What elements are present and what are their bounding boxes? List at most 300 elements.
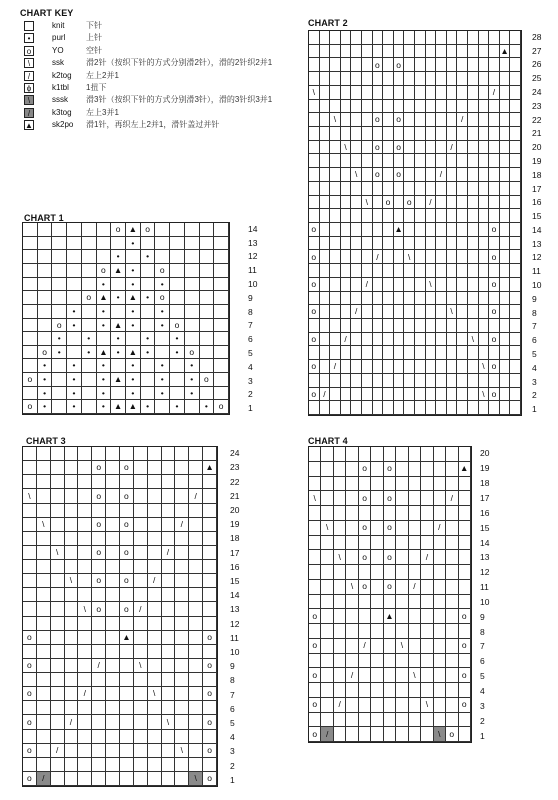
chart-4-title: CHART 4 xyxy=(308,436,348,446)
chart-cell: o xyxy=(92,574,106,588)
chart-cell xyxy=(65,489,79,503)
chart-cell xyxy=(330,319,341,333)
chart-cell xyxy=(320,196,331,210)
chart-cell xyxy=(51,574,65,588)
chart-cell xyxy=(447,113,458,127)
chart-cell xyxy=(155,332,170,346)
chart-cell xyxy=(404,374,415,388)
chart-cell xyxy=(330,346,341,360)
chart-4-grid xyxy=(308,446,472,743)
chart-cell xyxy=(500,237,511,251)
row-number: 8 xyxy=(230,675,235,686)
chart-cell: o xyxy=(459,668,471,683)
chart-cell xyxy=(447,374,458,388)
chart-cell xyxy=(23,359,38,373)
chart-cell xyxy=(426,305,437,319)
chart-cell xyxy=(189,546,203,560)
row-number: 10 xyxy=(248,279,258,290)
row-number: 21 xyxy=(532,128,542,139)
chart-cell xyxy=(371,580,383,595)
chart-cell xyxy=(436,141,447,155)
chart-cell: o xyxy=(359,462,371,477)
row-number: 16 xyxy=(532,197,542,208)
chart-cell xyxy=(359,713,371,728)
row-number: 2 xyxy=(532,390,537,401)
chart-cell xyxy=(214,332,229,346)
chart-cell xyxy=(489,319,500,333)
chart-cell xyxy=(371,609,383,624)
chart-cell xyxy=(383,182,394,196)
chart-cell xyxy=(170,373,185,387)
chart-cell xyxy=(468,113,479,127)
chart-cell xyxy=(396,536,408,551)
chart-cell: o xyxy=(203,687,217,701)
chart-cell xyxy=(500,31,511,45)
chart-cell xyxy=(330,305,341,319)
chart-cell xyxy=(134,631,148,645)
chart-cell xyxy=(489,209,500,223)
chart-cell: o xyxy=(97,264,112,278)
chart-cell xyxy=(396,506,408,521)
chart-cell: o xyxy=(309,250,320,264)
chart-cell xyxy=(321,462,333,477)
chart-cell xyxy=(82,373,97,387)
row-number: 8 xyxy=(248,306,253,317)
chart-cell xyxy=(148,602,162,616)
chart-cell xyxy=(141,387,156,401)
chart-cell xyxy=(346,491,358,506)
chart-cell xyxy=(457,127,468,141)
chart-cell xyxy=(421,639,433,654)
chart-cell xyxy=(383,86,394,100)
chart-cell xyxy=(371,727,383,742)
chart-cell xyxy=(309,31,320,45)
chart-cell xyxy=(111,278,126,292)
chart-cell xyxy=(65,701,79,715)
chart-cell: o xyxy=(309,388,320,402)
chart-cell xyxy=(170,264,185,278)
chart-cell xyxy=(396,521,408,536)
chart-cell xyxy=(309,196,320,210)
chart-cell xyxy=(447,58,458,72)
chart-cell xyxy=(185,264,200,278)
chart-cell: / xyxy=(330,360,341,374)
chart-cell: • xyxy=(141,332,156,346)
chart-cell: \ xyxy=(447,305,458,319)
chart-cell xyxy=(106,730,120,744)
chart-cell: o xyxy=(384,462,396,477)
chart-cell xyxy=(479,154,490,168)
chart-cell: • xyxy=(200,400,215,414)
chart-cell xyxy=(468,374,479,388)
chart-cell xyxy=(92,617,106,631)
row-number: 28 xyxy=(532,31,542,42)
chart-cell xyxy=(468,182,479,196)
chart-cell xyxy=(155,223,170,237)
chart-cell: / xyxy=(373,250,384,264)
chart-cell xyxy=(383,45,394,59)
chart-cell xyxy=(321,654,333,669)
chart-cell xyxy=(436,333,447,347)
chart-cell xyxy=(52,373,67,387)
chart-cell xyxy=(468,401,479,415)
chart-cell xyxy=(404,388,415,402)
chart-cell xyxy=(175,475,189,489)
chart-cell xyxy=(510,58,521,72)
chart-cell xyxy=(371,536,383,551)
chart-cell xyxy=(309,536,321,551)
chart-cell xyxy=(362,250,373,264)
chart-cell xyxy=(383,388,394,402)
chart-cell xyxy=(396,654,408,669)
chart-cell xyxy=(78,730,92,744)
chart-cell xyxy=(436,182,447,196)
chart-cell xyxy=(415,305,426,319)
chart-cell xyxy=(457,209,468,223)
chart-cell xyxy=(320,305,331,319)
chart-cell xyxy=(52,291,67,305)
chart-cell: \ xyxy=(51,546,65,560)
chart-cell xyxy=(373,333,384,347)
chart-cell xyxy=(330,401,341,415)
chart-cell xyxy=(351,86,362,100)
chart-cell: \ xyxy=(321,521,333,536)
chart-cell xyxy=(383,223,394,237)
chart-cell: o xyxy=(359,521,371,536)
chart-cell xyxy=(489,154,500,168)
chart-cell xyxy=(510,141,521,155)
chart-cell xyxy=(500,100,511,114)
chart-cell xyxy=(330,72,341,86)
chart-cell xyxy=(436,278,447,292)
key-abbr: k1tbl xyxy=(52,82,69,92)
chart-cell xyxy=(148,588,162,602)
chart-cell xyxy=(162,645,176,659)
chart-cell xyxy=(106,744,120,758)
chart-cell xyxy=(78,461,92,475)
chart-cell xyxy=(78,631,92,645)
chart-cell xyxy=(185,319,200,333)
chart-cell xyxy=(134,546,148,560)
chart-cell xyxy=(371,668,383,683)
chart-cell xyxy=(457,223,468,237)
chart-cell xyxy=(394,196,405,210)
chart-cell: o xyxy=(155,264,170,278)
chart-cell xyxy=(341,72,352,86)
chart-cell xyxy=(479,58,490,72)
chart-cell xyxy=(341,127,352,141)
chart-cell: o xyxy=(120,546,134,560)
chart-cell xyxy=(404,113,415,127)
chart-cell xyxy=(371,521,383,536)
chart-cell xyxy=(155,346,170,360)
chart-cell xyxy=(38,332,53,346)
chart-cell xyxy=(383,374,394,388)
chart-cell xyxy=(148,744,162,758)
row-number: 2 xyxy=(248,389,253,400)
chart-cell xyxy=(189,687,203,701)
chart-cell xyxy=(415,141,426,155)
chart-cell xyxy=(396,727,408,742)
chart-cell xyxy=(334,639,346,654)
chart-cell: o xyxy=(203,715,217,729)
chart-cell xyxy=(106,772,120,786)
chart-cell xyxy=(320,360,331,374)
chart-cell xyxy=(82,359,97,373)
chart-cell xyxy=(351,360,362,374)
chart-cell xyxy=(359,654,371,669)
chart-cell xyxy=(52,264,67,278)
chart-cell xyxy=(309,58,320,72)
chart-cell xyxy=(162,461,176,475)
chart-cell xyxy=(92,730,106,744)
chart-2-title: CHART 2 xyxy=(308,18,348,28)
chart-cell xyxy=(359,536,371,551)
chart-cell xyxy=(23,588,37,602)
chart-cell xyxy=(421,536,433,551)
chart-cell xyxy=(404,346,415,360)
chart-cell xyxy=(51,687,65,701)
chart-cell xyxy=(409,550,421,565)
chart-cell xyxy=(51,659,65,673)
chart-cell xyxy=(111,359,126,373)
key-item xyxy=(20,94,320,106)
chart-cell: ▲ xyxy=(203,461,217,475)
chart-cell xyxy=(320,154,331,168)
chart-cell xyxy=(65,645,79,659)
chart-cell xyxy=(52,250,67,264)
chart-cell xyxy=(415,374,426,388)
chart-cell xyxy=(479,374,490,388)
chart-cell xyxy=(106,475,120,489)
chart-cell xyxy=(51,560,65,574)
chart-cell xyxy=(404,141,415,155)
chart-cell xyxy=(404,100,415,114)
chart-cell: / xyxy=(446,491,458,506)
chart-cell: / xyxy=(362,278,373,292)
chart-cell xyxy=(479,346,490,360)
chart-cell xyxy=(346,683,358,698)
chart-cell xyxy=(404,223,415,237)
chart-cell xyxy=(447,319,458,333)
row-number: 24 xyxy=(532,87,542,98)
chart-cell xyxy=(500,388,511,402)
chart-cell xyxy=(446,462,458,477)
chart-cell xyxy=(446,654,458,669)
row-number: 10 xyxy=(230,647,240,658)
chart-cell: o xyxy=(141,223,156,237)
chart-cell xyxy=(346,639,358,654)
chart-cell xyxy=(446,639,458,654)
chart-cell xyxy=(404,45,415,59)
row-number: 8 xyxy=(532,307,537,318)
chart-cell xyxy=(51,489,65,503)
chart-cell: o xyxy=(120,602,134,616)
chart-cell xyxy=(383,360,394,374)
row-number: 3 xyxy=(230,746,235,757)
chart-cell: • xyxy=(97,400,112,414)
chart-cell xyxy=(436,388,447,402)
chart-cell xyxy=(162,489,176,503)
chart-cell xyxy=(38,264,53,278)
chart-cell xyxy=(78,758,92,772)
chart-cell xyxy=(359,727,371,742)
chart-cell xyxy=(447,333,458,347)
chart-cell: \ xyxy=(334,550,346,565)
chart-cell xyxy=(468,264,479,278)
chart-cell xyxy=(189,744,203,758)
chart-cell xyxy=(362,45,373,59)
chart-3-grid xyxy=(22,446,218,787)
key-item xyxy=(20,70,320,82)
chart-cell xyxy=(404,305,415,319)
chart-cell xyxy=(111,237,126,251)
chart-cell xyxy=(351,127,362,141)
chart-cell: • xyxy=(97,387,112,401)
chart-cell xyxy=(362,86,373,100)
chart-cell xyxy=(200,319,215,333)
key-symbol: ▲ xyxy=(25,121,33,131)
chart-cell xyxy=(421,477,433,492)
chart-cell xyxy=(341,388,352,402)
chart-cell xyxy=(500,305,511,319)
chart-cell xyxy=(371,462,383,477)
chart-cell: \ xyxy=(175,744,189,758)
chart-cell xyxy=(321,624,333,639)
chart-cell xyxy=(500,346,511,360)
chart-cell xyxy=(200,237,215,251)
chart-cell xyxy=(309,462,321,477)
chart-cell xyxy=(37,504,51,518)
chart-cell: • xyxy=(155,359,170,373)
chart-cell xyxy=(362,388,373,402)
chart-cell xyxy=(37,758,51,772)
chart-cell xyxy=(65,617,79,631)
row-number: 5 xyxy=(230,718,235,729)
chart-cell xyxy=(309,154,320,168)
chart-cell xyxy=(134,504,148,518)
chart-cell xyxy=(23,758,37,772)
chart-cell: / xyxy=(134,602,148,616)
chart-cell: • xyxy=(155,278,170,292)
chart-cell xyxy=(320,182,331,196)
chart-cell xyxy=(415,100,426,114)
chart-cell xyxy=(459,536,471,551)
chart-cell xyxy=(489,58,500,72)
chart-cell: • xyxy=(170,400,185,414)
chart-cell xyxy=(426,223,437,237)
chart-cell xyxy=(134,461,148,475)
chart-cell xyxy=(510,346,521,360)
chart-cell xyxy=(309,550,321,565)
chart-cell: • xyxy=(38,373,53,387)
row-number: 20 xyxy=(480,448,490,459)
chart-cell xyxy=(436,31,447,45)
chart-cell xyxy=(436,72,447,86)
chart-cell xyxy=(457,141,468,155)
key-abbr: sk2po xyxy=(52,120,74,130)
chart-cell xyxy=(500,333,511,347)
chart-cell xyxy=(457,58,468,72)
chart-cell xyxy=(200,264,215,278)
chart-cell xyxy=(67,264,82,278)
chart-cell xyxy=(500,72,511,86)
chart-cell xyxy=(320,333,331,347)
chart-cell: / xyxy=(78,687,92,701)
chart-cell xyxy=(51,730,65,744)
chart-cell xyxy=(189,588,203,602)
chart-cell xyxy=(421,683,433,698)
chart-cell: \ xyxy=(162,715,176,729)
chart-cell xyxy=(309,346,320,360)
row-number: 20 xyxy=(532,142,542,153)
row-number: 19 xyxy=(230,519,240,530)
chart-cell xyxy=(479,168,490,182)
chart-cell xyxy=(346,521,358,536)
key-symbol: \ xyxy=(24,58,34,68)
chart-cell xyxy=(362,333,373,347)
chart-cell xyxy=(351,154,362,168)
chart-cell xyxy=(134,447,148,461)
chart-cell xyxy=(426,333,437,347)
key-item xyxy=(20,57,320,69)
chart-cell: o xyxy=(23,715,37,729)
chart-cell xyxy=(37,588,51,602)
chart-cell xyxy=(341,113,352,127)
chart-cell xyxy=(510,154,521,168)
chart-cell xyxy=(457,401,468,415)
chart-cell xyxy=(321,565,333,580)
row-number: 3 xyxy=(248,375,253,386)
chart-cell xyxy=(426,141,437,155)
chart-cell xyxy=(362,154,373,168)
chart-cell xyxy=(23,532,37,546)
chart-cell xyxy=(214,373,229,387)
row-number: 22 xyxy=(532,114,542,125)
chart-cell xyxy=(175,659,189,673)
chart-cell: o xyxy=(309,305,320,319)
chart-cell xyxy=(383,141,394,155)
chart-cell xyxy=(341,374,352,388)
chart-cell xyxy=(175,701,189,715)
chart-cell xyxy=(309,580,321,595)
chart-cell xyxy=(334,462,346,477)
chart-cell xyxy=(351,141,362,155)
chart-cell xyxy=(468,127,479,141)
chart-cell xyxy=(371,713,383,728)
chart-cell xyxy=(394,182,405,196)
chart-cell xyxy=(489,31,500,45)
chart-cell xyxy=(446,668,458,683)
chart-cell: • xyxy=(155,305,170,319)
chart-cell: ▲ xyxy=(394,223,405,237)
chart-cell: o xyxy=(170,319,185,333)
chart-cell xyxy=(373,86,384,100)
chart-cell xyxy=(309,401,320,415)
chart-cell xyxy=(346,550,358,565)
chart-cell: / xyxy=(148,574,162,588)
chart-cell: / xyxy=(489,86,500,100)
chart-cell xyxy=(106,546,120,560)
chart-cell xyxy=(404,86,415,100)
chart-cell xyxy=(415,278,426,292)
chart-cell xyxy=(189,730,203,744)
chart-cell xyxy=(457,72,468,86)
chart-cell xyxy=(404,154,415,168)
chart-cell xyxy=(371,491,383,506)
chart-cell xyxy=(175,574,189,588)
chart-cell xyxy=(321,668,333,683)
